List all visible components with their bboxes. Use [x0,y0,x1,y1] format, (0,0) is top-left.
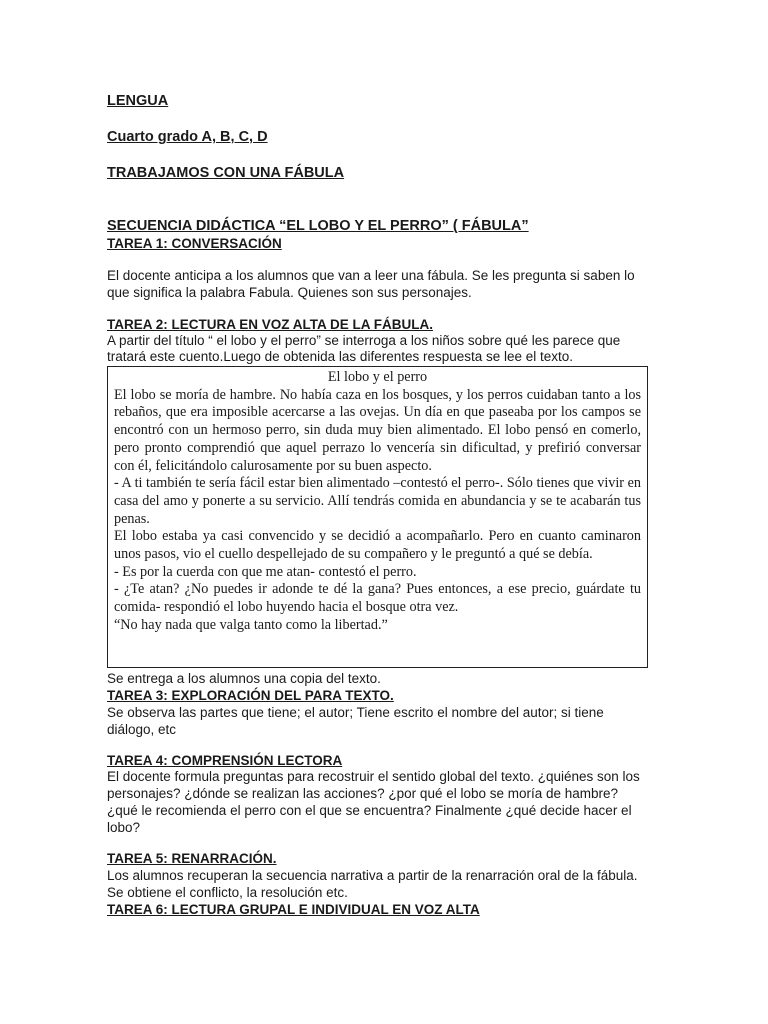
task-2-line-1: A partir del título “ el lobo y el perro” se interroga a los niños sobre qué les parece que [107,333,621,348]
task-6-title: TAREA 6: LECTURA GRUPAL E INDIVIDUAL EN VOZ ALTA [107,902,480,917]
copy-note: Se entrega a los alumnos una copia del texto. [107,671,381,686]
task-4-line-1: El docente formula preguntas para recostruir el sentido global del texto. ¿quiénes son los [107,769,640,784]
fable-paragraph: - A ti también te sería fácil estar bien alimentado –contestó el perro-. Sólo tienes que vivir en casa del amo y ponerte a su servicio. Allí tendrás comida en abundancia y se te acabarán tus penas. [114,475,641,527]
task-2-title: TAREA 2: LECTURA EN VOZ ALTA DE LA FÁBULA. [107,317,433,332]
task-1-line-2: que significa la palabra Fabula. Quienes son sus personajes. [107,285,472,300]
task-5-line-2: Se obtiene el conflicto, la resolución etc. [107,885,348,900]
task-2-line-2: tratará este cuento.Luego de obtenida las diferentes respuesta se lee el texto. [107,349,574,364]
task-4-line-2: personajes? ¿dónde se realizan las acciones? ¿por qué el lobo se moría de hambre? [107,786,619,801]
grade-heading: Cuarto grado A, B, C, D [107,129,268,145]
fable-moral: “No hay nada que valga tanto como la libertad.” [114,616,388,633]
task-3-line-2: diálogo, etc [107,722,177,737]
fable-paragraph: El lobo estaba ya casi convencido y se decidió a acompañarlo. Pero en cuanto caminaron unos pasos, vio el cuello despellejado de su compañero y le preguntó a qué se debía. [114,528,641,563]
task-4-line-3: ¿qué le recomienda el perro con el que se encuentra? Finalmente ¿qué decide hacer el [107,803,632,818]
topic-heading: TRABAJAMOS CON UNA FÁBULA [107,165,345,181]
fable-text-box [107,366,648,668]
fable-paragraph: - ¿Te atan? ¿No puedes ir adonde te dé la gana? Pues entonces, a ese precio, guárdate tu comida- respondió el lobo huyendo hacia el bosque otra vez. [114,581,641,616]
task-3-title: TAREA 3: EXPLORACIÓN DEL PARA TEXTO. [107,688,394,703]
fable-paragraph: - Es por la cuerda con que me atan- contestó el perro. [114,563,417,580]
task-4-line-4: lobo? [107,820,141,835]
subject-heading: LENGUA [107,93,169,109]
task-3-line-1: Se observa las partes que tiene; el autor; Tiene escrito el nombre del autor; si tiene [107,705,604,720]
sequence-title: SECUENCIA DIDÁCTICA “EL LOBO Y EL PERRO” ( FÁBULA” [107,218,529,234]
task-5-title: TAREA 5: RENARRACIÓN. [107,851,277,866]
task-5-line-1: Los alumnos recuperan la secuencia narrativa a partir de la renarración oral de la fábula. [107,868,638,883]
fable-paragraph: El lobo se moría de hambre. No había caza en los bosques, y los perros cuidaban tanto a los rebaños, que era imposible acercarse a las ovejas. Un día en que paseaba por los campos se encontró con un hermoso perro, sin duda muy bien alimentado. El lobo pensó en comerlo, pero pronto comprendió que aquel perrazo lo vencería sin dificultad, y prefirió conversar con él, felicitándolo calurosamente por su buen aspecto. [114,386,641,474]
fable-title: El lobo y el perro [327,369,428,385]
task-1-line-1: El docente anticipa a los alumnos que van a leer una fábula. Se les pregunta si saben lo [107,268,635,283]
task-1-title: TAREA 1: CONVERSACIÓN [107,236,282,251]
task-4-title: TAREA 4: COMPRENSIÓN LECTORA [107,753,343,768]
